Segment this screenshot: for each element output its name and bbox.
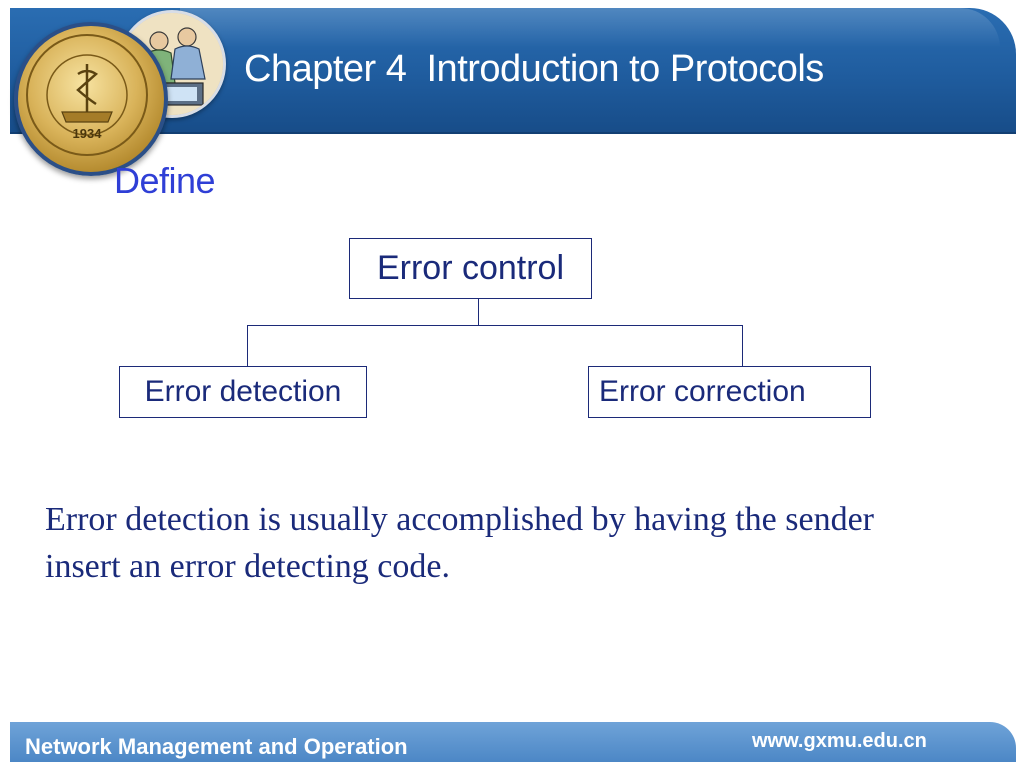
page-title: Chapter 4 Introduction to Protocols [244, 48, 824, 90]
diagram-child-error-correction: Error correction [588, 366, 871, 418]
body-paragraph: Error detection is usually accomplished by having the sender insert an error detecting code. [45, 501, 874, 585]
diagram-child-error-detection: Error detection [119, 366, 367, 418]
diagram-root-node: Error control [349, 238, 592, 299]
seal-drawing [18, 26, 156, 164]
university-seal-icon [14, 22, 168, 176]
connector-left-drop [247, 325, 248, 366]
seal-year: 1934 [72, 126, 102, 141]
footer-website: www.gxmu.edu.cn [752, 730, 927, 752]
connector-right-drop [742, 325, 743, 366]
section-heading: Define [114, 160, 216, 201]
connector-horizontal [247, 325, 743, 326]
footer-course-name: Network Management and Operation [25, 734, 408, 759]
header-sheen [180, 8, 1000, 48]
